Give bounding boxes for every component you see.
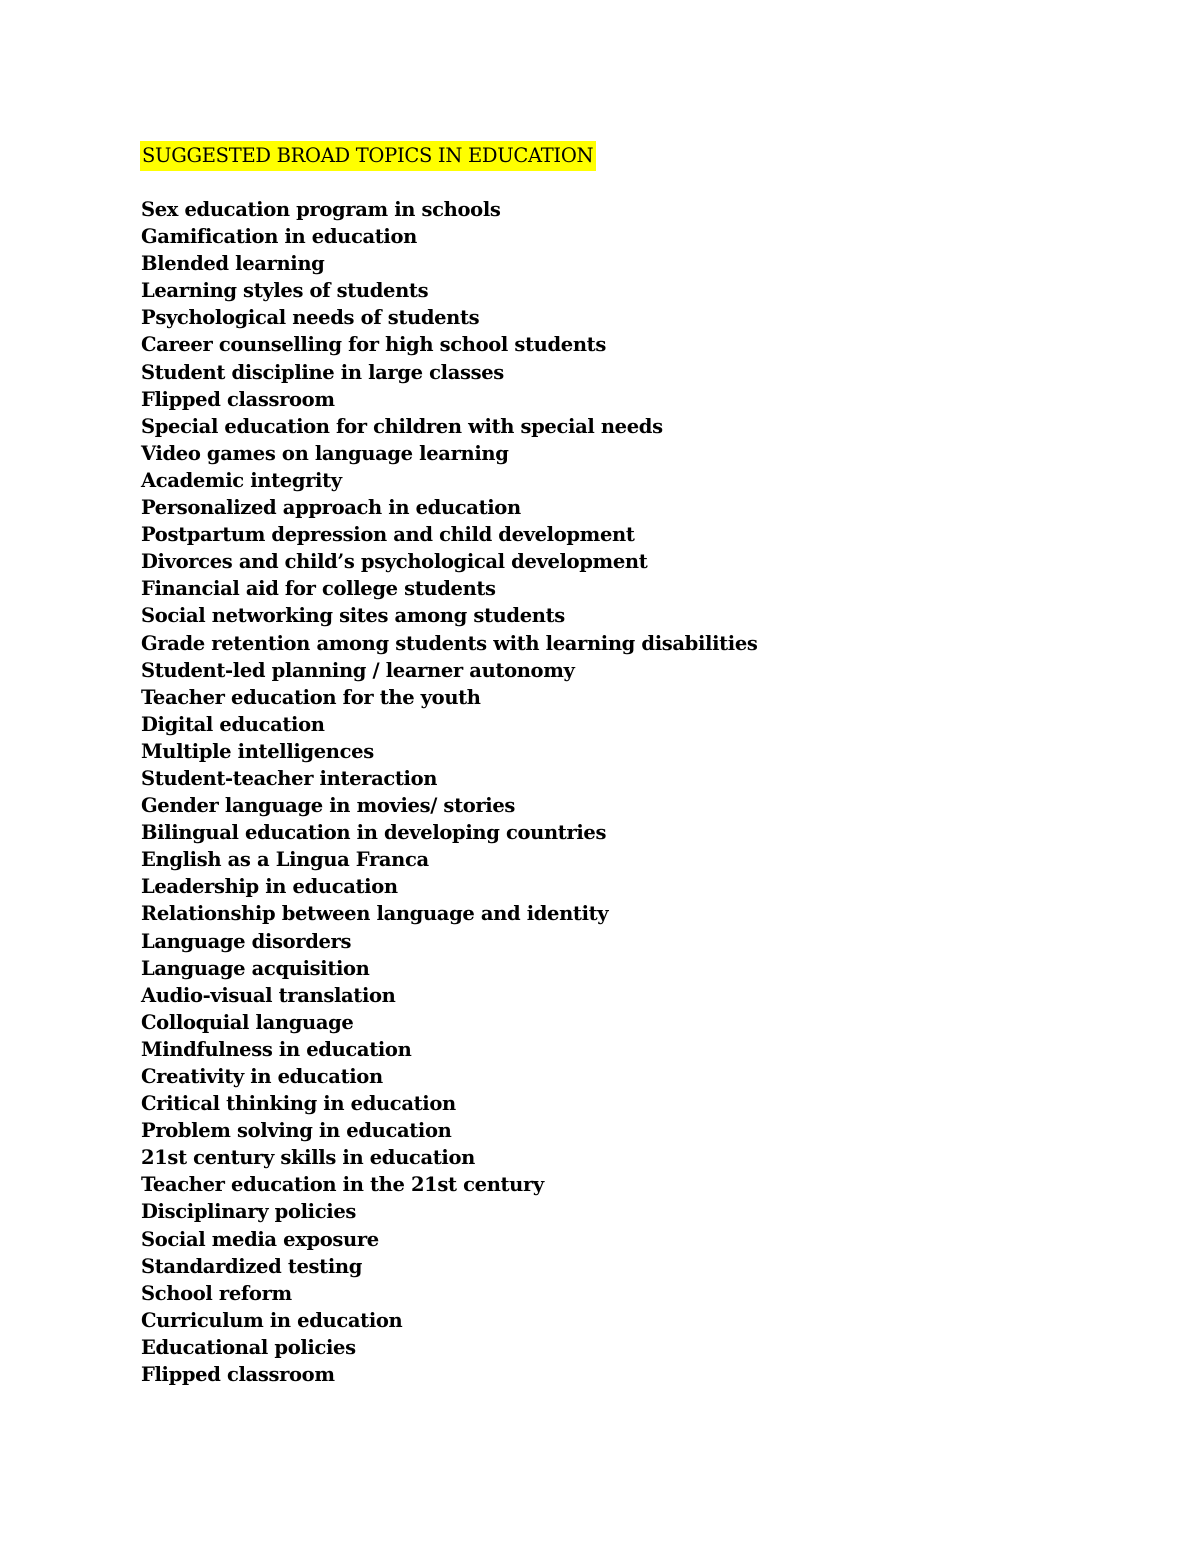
topic-item: Teacher education in the 21st century [141,1173,544,1197]
topic-item: Learning styles of students [141,279,429,303]
topic-item: Audio-visual translation [141,983,396,1007]
topic-item: Academic integrity [141,468,342,492]
topic-item: Bilingual education in developing countries [141,821,607,845]
topic-item: Critical thinking in education [141,1092,456,1116]
topic-item: Student-led planning / learner autonomy [141,658,575,682]
title-block [140,141,596,171]
topic-list [141,196,758,1388]
topic-item: Mindfulness in education [141,1037,412,1061]
topic-item: Social networking sites among students [141,604,565,628]
topic-item: Divorces and child’s psychological development [141,550,648,574]
topic-item: Postpartum depression and child development [141,523,635,547]
topic-item: Leadership in education [141,875,398,899]
topic-item: Colloquial language [141,1010,354,1034]
topic-item: Student-teacher interaction [141,766,438,790]
topic-item: Psychological needs of students [141,306,480,330]
topic-item: Relationship between language and identity [141,902,609,926]
topic-item: Multiple intelligences [141,739,374,763]
topic-item: English as a Lingua Franca [141,848,429,872]
topic-item: Problem solving in education [141,1119,452,1143]
topic-item: Video games on language learning [141,441,509,465]
topic-item: Blended learning [141,252,325,276]
topic-item: Educational policies [141,1335,356,1359]
topic-item: Language disorders [141,929,352,953]
topic-item: Standardized testing [141,1254,363,1278]
topic-item: Curriculum in education [141,1308,403,1332]
topic-item: 21st century skills in education [141,1146,475,1170]
topic-item: Grade retention among students with learning disabilities [141,631,758,655]
topic-item: Special education for children with special needs [141,414,663,438]
topic-item: Gender language in movies/ stories [141,794,516,818]
topic-item: Student discipline in large classes [141,360,504,384]
document-title: SUGGESTED BROAD TOPICS IN EDUCATION [140,141,596,171]
topic-item: Flipped classroom [141,1363,335,1387]
topic-item: Teacher education for the youth [141,685,481,709]
topic-item: Disciplinary policies [141,1200,357,1224]
topic-item: Sex education program in schools [141,198,501,221]
topic-item: Language acquisition [141,956,370,980]
topic-item: Digital education [141,712,325,736]
topic-item: Personalized approach in education [141,496,521,520]
topic-item: Flipped classroom [141,387,335,411]
topic-item: Financial aid for college students [141,577,496,601]
topic-item: Creativity in education [141,1065,383,1088]
topic-item: Gamification in education [141,225,417,249]
topic-item: Career counselling for high school students [141,333,606,357]
topic-item: School reform [141,1281,292,1305]
topic-item: Social media exposure [141,1227,379,1251]
